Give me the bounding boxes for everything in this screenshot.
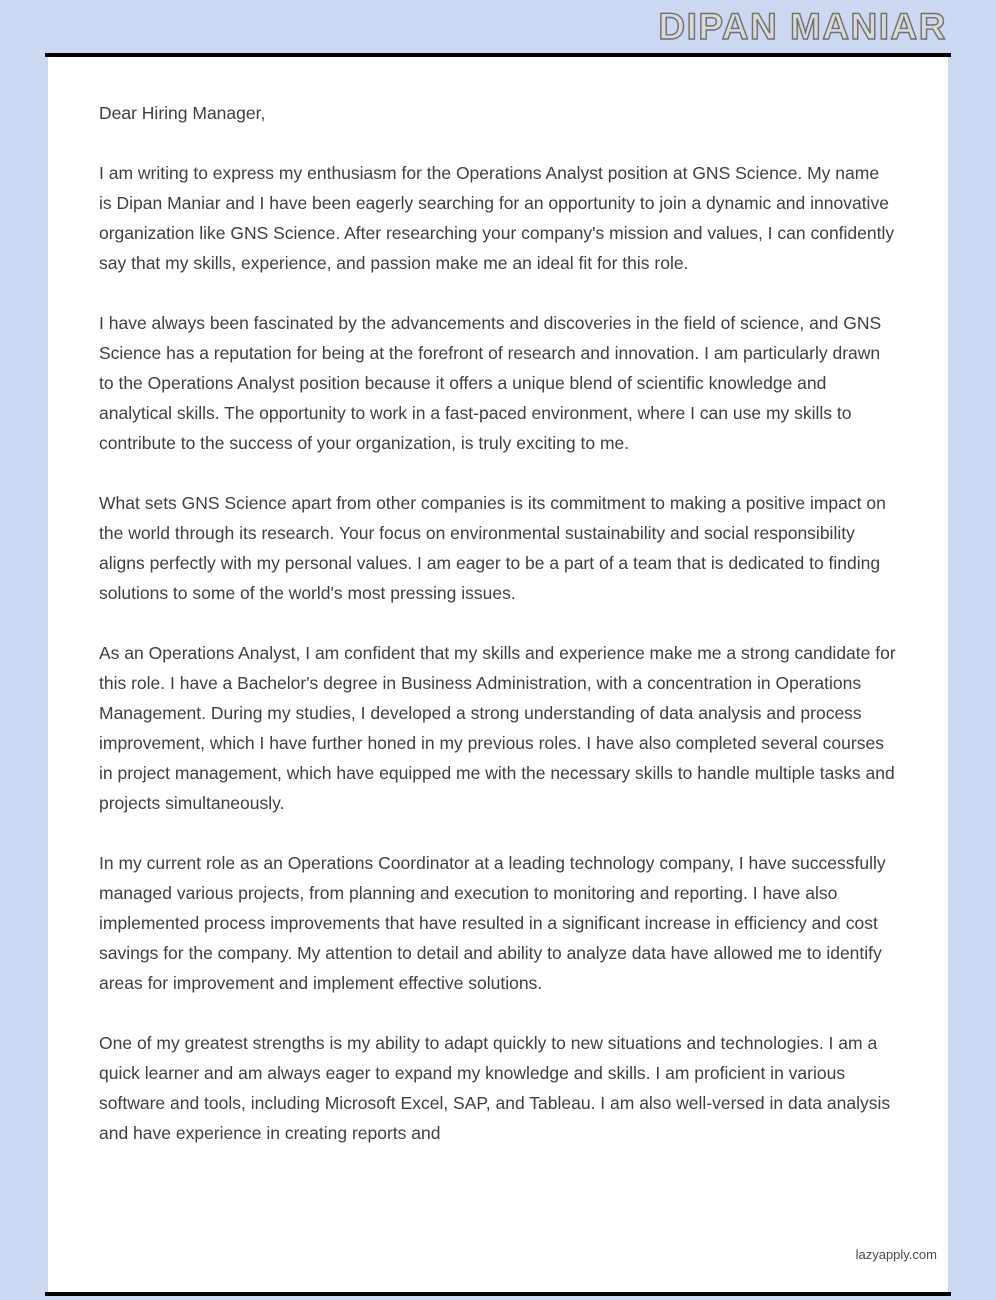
letter-paragraph: I am writing to express my enthusiasm for the Operations Analyst position at GNS Science. My name is Dipan Maniar and I have been eagerly searching for an opportunity to join a dynamic and innovative organization like GNS Science. After researching your company's mission and values, I can confidently say that my skills, experience, and passion make me an ideal fit for this role. [99, 163, 895, 273]
letter-paragraph: What sets GNS Science apart from other companies is its commitment to making a positive impact on the world through its research. Your focus on environmental sustainability and social responsibility aligns perfectly with my personal values. I am eager to be a part of a team that is dedicated to finding solutions to some of the world's most pressing issues. [99, 493, 886, 603]
header-name: DIPAN MANIAR [658, 6, 947, 47]
letter-paragraph: I have always been fascinated by the advancements and discoveries in the field of science, and GNS Science has a reputation for being at the forefront of research and innovation. I am particularly drawn to the Operations Analyst position because it offers a unique blend of scientific knowledge and analytical skills. The opportunity to work in a fast-paced environment, where I can use my skills to contribute to the success of your organization, is truly exciting to me. [99, 313, 882, 453]
letter-salutation: Dear Hiring Manager, [99, 103, 266, 123]
watermark-text: lazyapply.com [855, 1247, 937, 1262]
footer-rule [45, 1292, 951, 1296]
letter-body [48, 57, 948, 1148]
letter-paragraph: As an Operations Analyst, I am confident that my skills and experience make me a strong candidate for this role. I have a Bachelor's degree in Business Administration, with a concentration in Operations Management. During my studies, I developed a strong understanding of data analysis and process improvement, which I have further honed in my previous roles. I have also completed several courses in project management, which have equipped me with the necessary skills to handle multiple tasks and projects simultaneously. [99, 643, 896, 813]
letter-page [48, 57, 948, 1292]
letter-paragraph: One of my greatest strengths is my ability to adapt quickly to new situations and technologies. I am a quick learner and am always eager to expand my knowledge and skills. I am proficient in various software and tools, including Microsoft Excel, SAP, and Tableau. I am also well-versed in data analysis and have experience in creating reports and [99, 1033, 891, 1143]
letter-paragraph: In my current role as an Operations Coordinator at a leading technology company, I have successfully managed various projects, from planning and execution to monitoring and reporting. I have also implemented process improvements that have resulted in a significant increase in efficiency and cost savings for the company. My attention to detail and ability to analyze data have allowed me to identify areas for improvement and implement effective solutions. [99, 853, 886, 993]
